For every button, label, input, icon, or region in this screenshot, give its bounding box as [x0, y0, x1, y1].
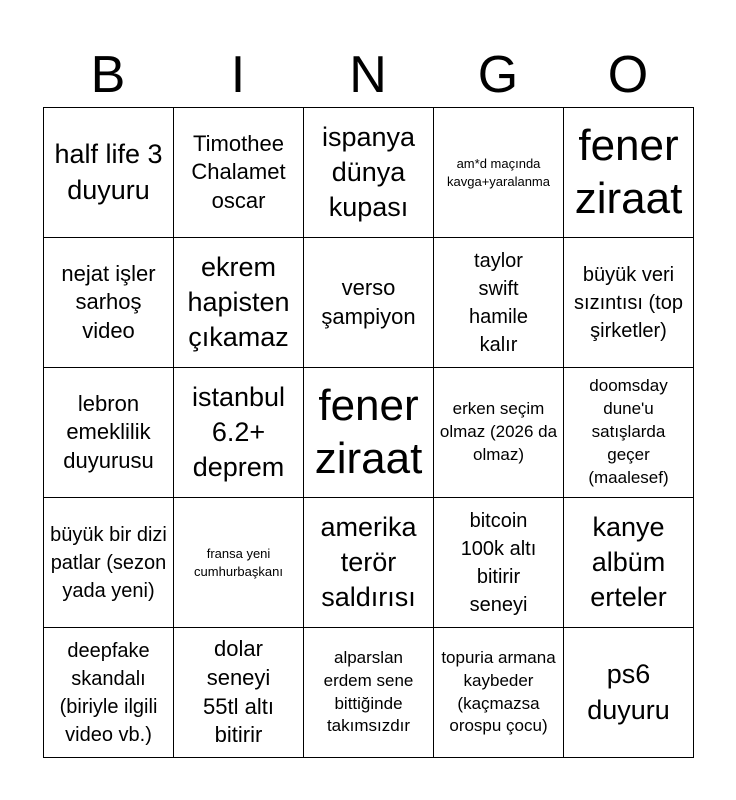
bingo-cell[interactable] — [174, 108, 304, 238]
bingo-cell[interactable] — [174, 498, 304, 628]
bingo-cell[interactable] — [174, 368, 304, 498]
bingo-cell[interactable] — [44, 238, 174, 368]
cell-text: half life 3 duyuru — [54, 139, 163, 205]
cell-text: ispanya dünya kupası — [321, 121, 416, 223]
cell-text: Timothee Chalamet oscar — [191, 130, 286, 213]
bingo-cell[interactable] — [564, 368, 694, 498]
bingo-cell[interactable] — [304, 498, 434, 628]
bingo-cell[interactable] — [174, 238, 304, 368]
header-letter-g: G — [477, 46, 519, 104]
header-letter-b: B — [90, 46, 126, 104]
bingo-cell[interactable] — [174, 628, 304, 758]
bingo-cell[interactable] — [304, 628, 434, 758]
bingo-cell[interactable] — [434, 498, 564, 628]
bingo-cell[interactable] — [44, 368, 174, 498]
bingo-cell[interactable] — [564, 498, 694, 628]
cell-text: erken seçim olmaz (2026 da olmaz) — [439, 399, 558, 464]
cell-text: amerika terör saldırısı — [320, 511, 417, 613]
bingo-cell[interactable] — [434, 108, 564, 238]
cell-text: bitcoin 100k altı bitirir seneyi — [460, 509, 537, 616]
cell-text: kanye albüm erteler — [590, 511, 667, 613]
cell-text: verso şampiyon — [321, 274, 416, 329]
cell-text: büyük veri sızıntısı (top şirketler) — [574, 263, 683, 342]
cell-text: istanbul 6.2+ deprem — [191, 381, 286, 483]
header-letter-i: I — [230, 46, 246, 104]
bingo-cell[interactable] — [304, 108, 434, 238]
header-letter-o: O — [607, 46, 649, 104]
bingo-cell[interactable] — [44, 108, 174, 238]
cell-text: doomsday dune'u satışlarda geçer (maalesef) — [588, 376, 669, 487]
cell-text: nejat işler sarhoş video — [61, 260, 156, 343]
cell-text: fener ziraat — [314, 380, 423, 483]
cell-text: alparslan erdem sene bittiğinde takımsızdır — [323, 647, 414, 736]
cell-text: taylor swift hamile kalır — [469, 249, 528, 356]
cell-text: fransa yeni cumhurbaşkanı — [194, 545, 283, 579]
bingo-cell[interactable] — [304, 238, 434, 368]
bingo-cell[interactable] — [434, 238, 564, 368]
bingo-header — [43, 42, 693, 108]
bingo-cell[interactable] — [434, 628, 564, 758]
bingo-cell[interactable] — [44, 628, 174, 758]
bingo-cell[interactable] — [564, 628, 694, 758]
cell-text: ekrem hapisten çıkamaz — [187, 251, 290, 353]
cell-text: am*d maçında kavga+yaralanma — [447, 155, 550, 189]
cell-text: fener ziraat — [574, 120, 683, 223]
cell-text: lebron emeklilik duyurusu — [63, 390, 154, 473]
cell-text: ps6 duyuru — [587, 659, 670, 725]
cell-text: topuria armana kaybeder (kaçmazsa orospu çocu) — [441, 647, 556, 736]
bingo-cell[interactable] — [564, 238, 694, 368]
bingo-cell[interactable] — [304, 368, 434, 498]
bingo-board — [43, 107, 694, 758]
cell-text: dolar seneyi 55tl altı bitirir — [203, 636, 274, 748]
header-letter-n: N — [349, 46, 387, 104]
cell-text: büyük bir dizi patlar (sezon yada yeni) — [50, 523, 167, 602]
bingo-cell[interactable] — [44, 498, 174, 628]
bingo-cell[interactable] — [564, 108, 694, 238]
bingo-cell[interactable] — [434, 368, 564, 498]
cell-text: deepfake skandalı (biriyle ilgili video vb.) — [59, 639, 158, 746]
